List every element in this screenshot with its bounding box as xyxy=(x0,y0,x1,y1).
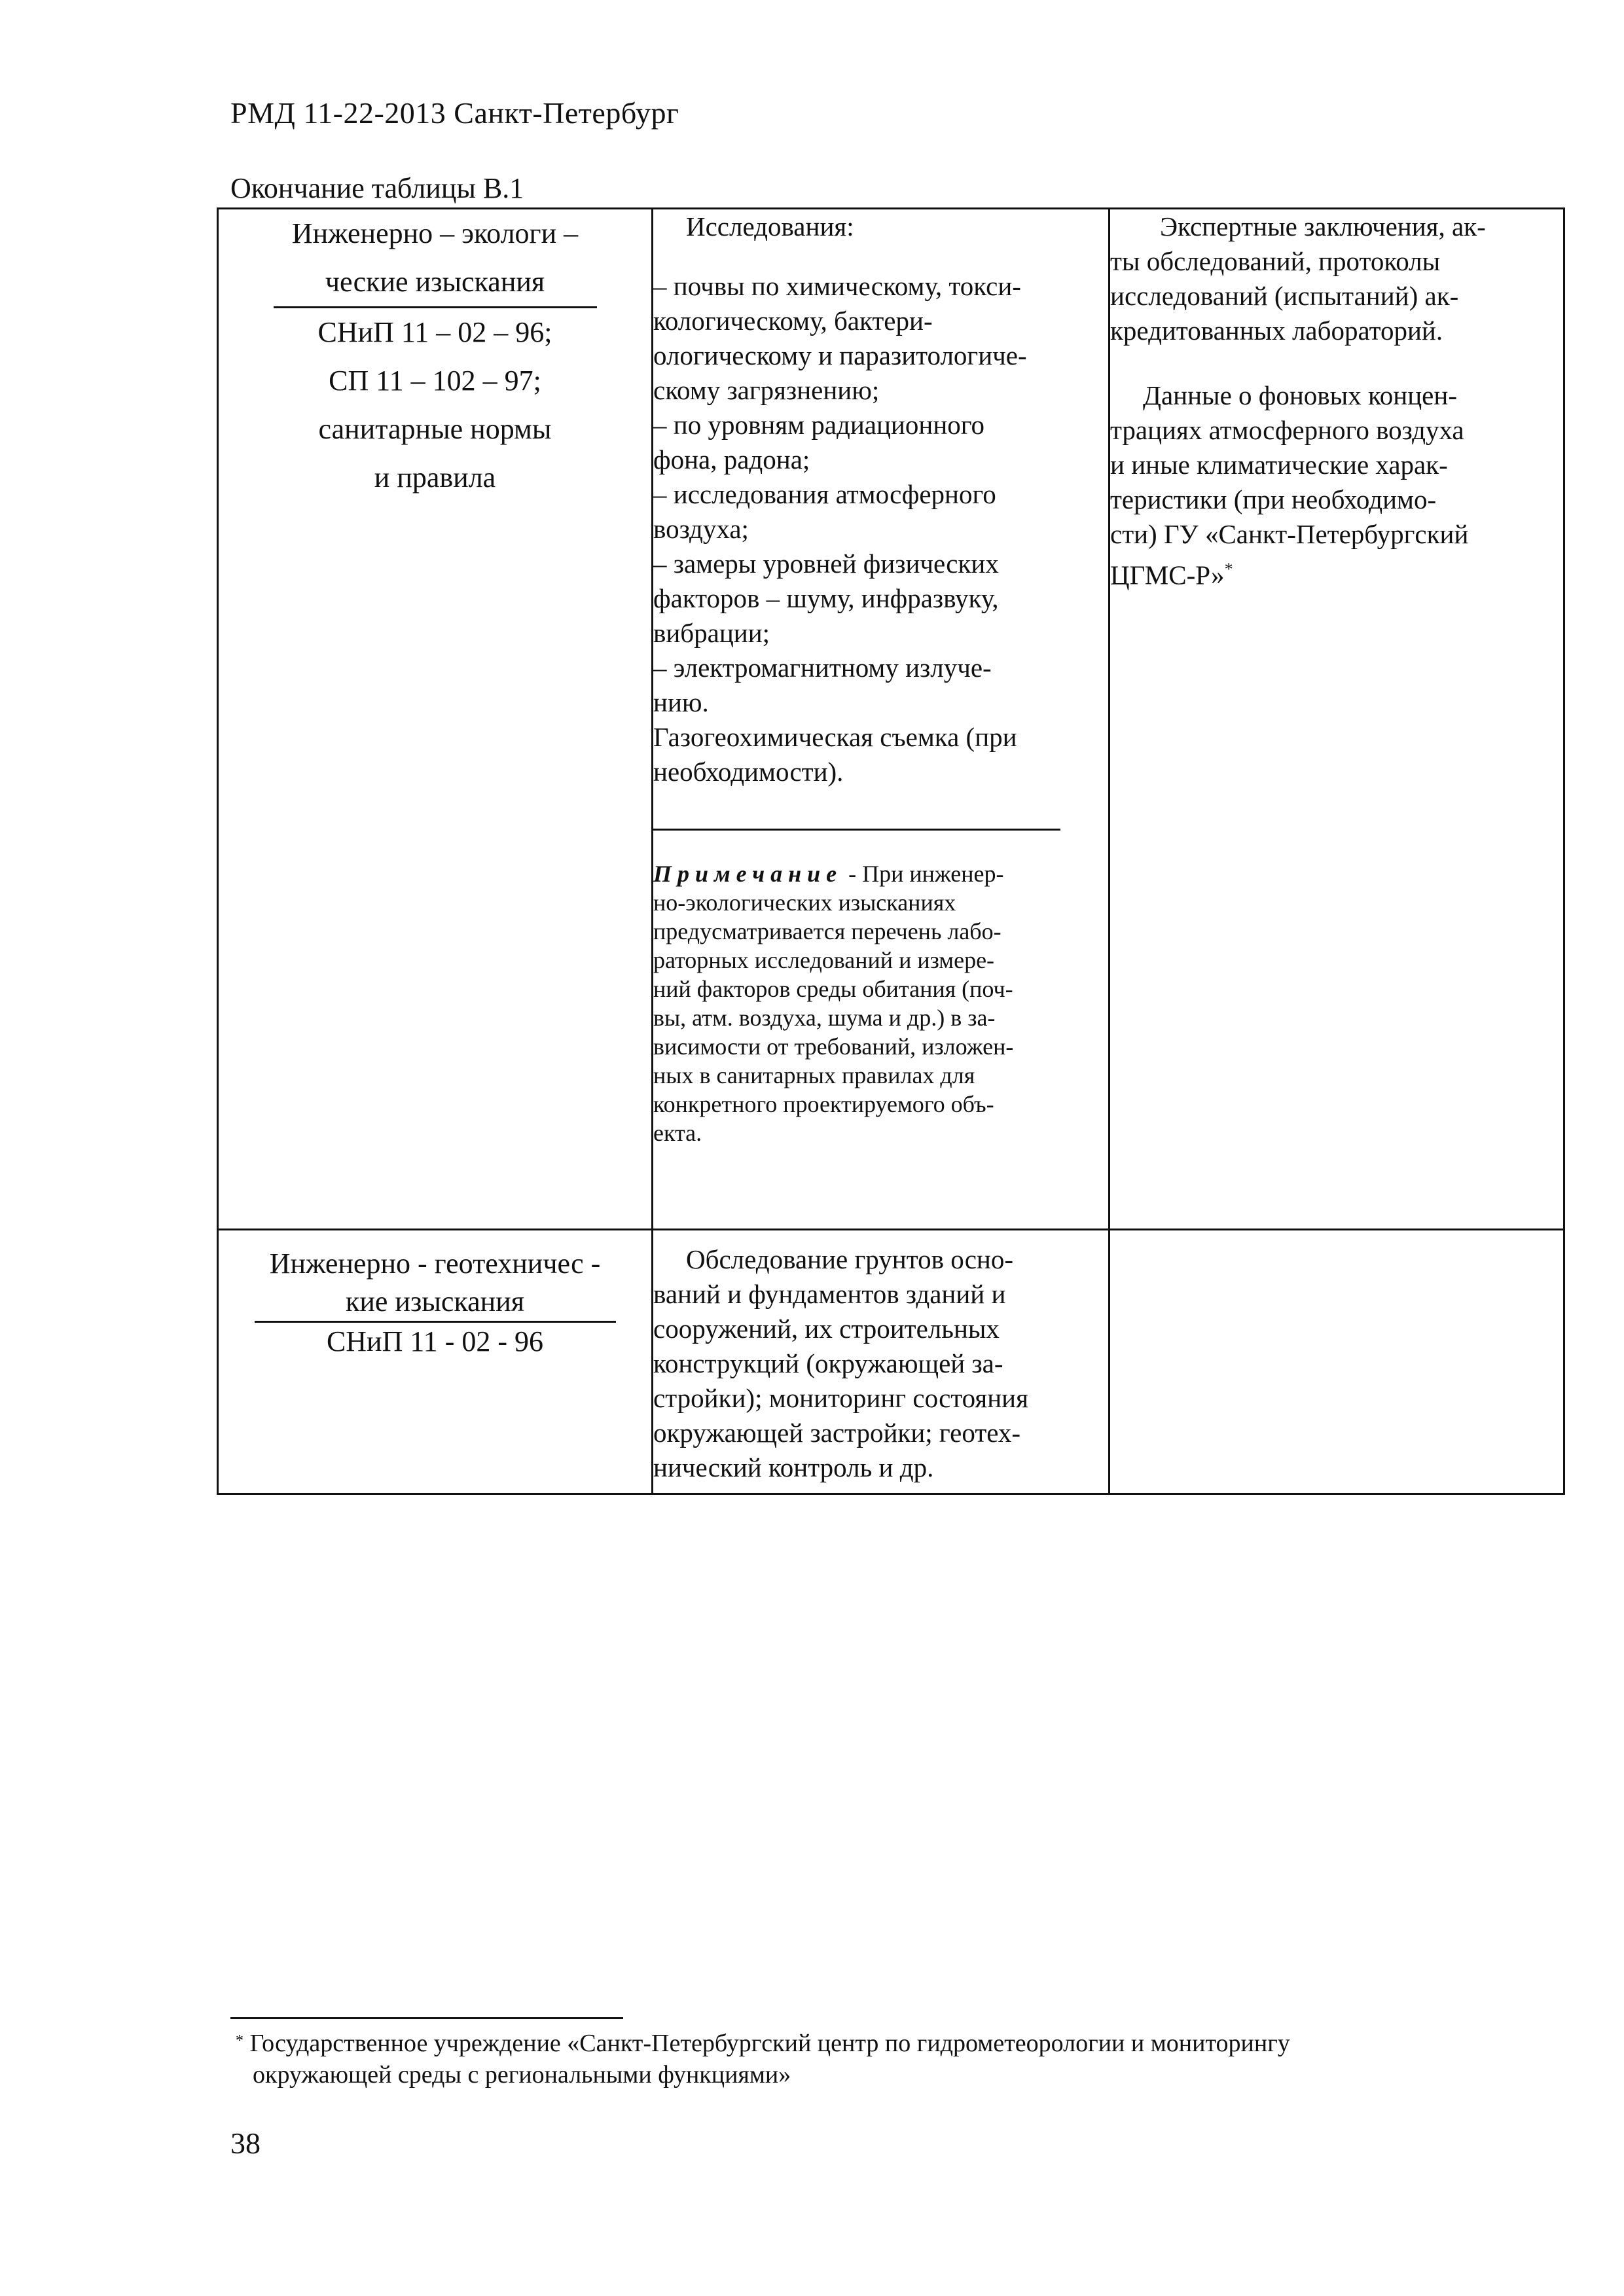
list-item: – исследования атмосферного xyxy=(653,479,996,509)
footnote-text: Государственное учреждение «Санкт-Петербургский центр по гидрометеорологии и мониторингу xyxy=(244,2030,1290,2057)
research-heading: Исследования: xyxy=(686,211,854,242)
text-line: ваний и фундаментов зданий и xyxy=(653,1279,1006,1309)
text-line: трациях атмосферного воздуха xyxy=(1110,415,1464,445)
text-line: исследований (испытаний) ак- xyxy=(1110,281,1459,311)
list-item: кологическому, бактери- xyxy=(653,306,933,336)
text-line: Данные о фоновых концен- xyxy=(1143,380,1457,410)
research-cell xyxy=(653,209,1110,1230)
list-item: – почвы по химическому, токси- xyxy=(653,271,1021,301)
list-item: – электромагнитному излуче- xyxy=(653,653,992,683)
text-line: конструкций (окружающей за- xyxy=(653,1348,1003,1378)
text-line: стройки); мониторинг состояния xyxy=(653,1383,1028,1413)
document-header: РМД 11-22-2013 Санкт-Петербург xyxy=(230,96,679,130)
survey-type-line: ческие изыскания xyxy=(325,266,545,298)
text-line: окружающей застройки; геотех- xyxy=(653,1418,1021,1448)
note-label: Примечание xyxy=(653,861,843,887)
note-line: ных в санитарных правилах для xyxy=(653,1062,975,1088)
list-item: – замеры уровней физических xyxy=(653,548,999,579)
survey-type-line: Инженерно – экологи – xyxy=(291,217,579,249)
list-item: факторов – шуму, инфразвуку, xyxy=(653,583,999,613)
text-line: ЦГМС-Р» xyxy=(1110,560,1225,590)
text-line: кредитованных лабораторий. xyxy=(1110,315,1443,346)
text-line: и иные климатические харак- xyxy=(1110,450,1448,480)
list-item: ологическому и паразитологиче- xyxy=(653,340,1027,370)
regulation-line: санитарные нормы xyxy=(318,413,552,445)
list-item: скому загрязнению; xyxy=(653,375,880,405)
note-line: - При инженер- xyxy=(842,861,1004,887)
text-line: сооружений, их строительных xyxy=(653,1314,1000,1344)
spacer xyxy=(1110,348,1563,378)
text-line: ты обследований, протоколы xyxy=(1110,246,1441,276)
note-line: вы, атм. воздуха, шума и др.) в за- xyxy=(653,1005,996,1031)
table-row xyxy=(218,209,1564,1230)
footnote-divider xyxy=(230,2017,623,2019)
note-line: раторных исследований и измере- xyxy=(653,947,995,973)
documents-cell xyxy=(1110,1230,1564,1494)
survey-type-line: Инженерно - геотехничес - xyxy=(269,1247,601,1280)
regulation-line: и правила xyxy=(374,461,496,493)
note-line: екта. xyxy=(653,1120,702,1146)
table-row xyxy=(218,1230,1564,1494)
list-item: вибрации; xyxy=(653,618,770,648)
survey-type-cell xyxy=(218,209,653,1230)
list-item: необходимости). xyxy=(653,757,844,787)
note-block xyxy=(653,859,1108,1167)
list-item: фона, радона; xyxy=(653,444,810,475)
text-line: теристики (при необходимо- xyxy=(1110,484,1437,514)
research-cell xyxy=(653,1230,1110,1494)
list-item: нию. xyxy=(653,687,709,717)
documents-cell xyxy=(1110,209,1564,1230)
note-line: предусматривается перечень лабо- xyxy=(653,918,1001,944)
text-line: сти) ГУ «Санкт-Петербургский xyxy=(1110,519,1469,549)
footnote-text: окружающей среды с региональными функциями» xyxy=(253,2061,791,2089)
spacer xyxy=(653,244,1108,269)
note-line: ний факторов среды обитания (поч- xyxy=(653,976,1013,1002)
survey-type-cell xyxy=(218,1230,653,1494)
footnote-reference[interactable]: * xyxy=(1224,560,1233,579)
footnote xyxy=(236,2028,1479,2090)
note-divider xyxy=(653,829,1060,831)
survey-type-line: кие изыскания xyxy=(345,1285,525,1318)
footnote-mark: * xyxy=(236,2032,244,2049)
list-item: Газогеохимическая съемка (при xyxy=(653,722,1017,752)
regulation-line: СНиП 11 – 02 – 96; xyxy=(317,316,552,348)
table-caption: Окончание таблицы В.1 xyxy=(230,172,524,204)
list-item: воздуха; xyxy=(653,514,749,544)
regulation-line: СП 11 – 102 – 97; xyxy=(329,365,541,397)
list-item: – по уровням радиационного xyxy=(653,410,985,440)
text-line: Обследование грунтов осно- xyxy=(686,1244,1014,1274)
note-line: конкретного проектируемого объ- xyxy=(653,1091,994,1117)
note-line: висимости от требований, изложен- xyxy=(653,1033,1014,1060)
text-line: нический контроль и др. xyxy=(653,1452,934,1482)
survey-table xyxy=(217,207,1565,1495)
text-line: Экспертные заключения, ак- xyxy=(1160,211,1486,242)
regulation-line: СНиП 11 - 02 - 96 xyxy=(326,1325,544,1357)
note-line: но-экологических изысканиях xyxy=(653,889,956,916)
page-number: 38 xyxy=(230,2126,261,2160)
